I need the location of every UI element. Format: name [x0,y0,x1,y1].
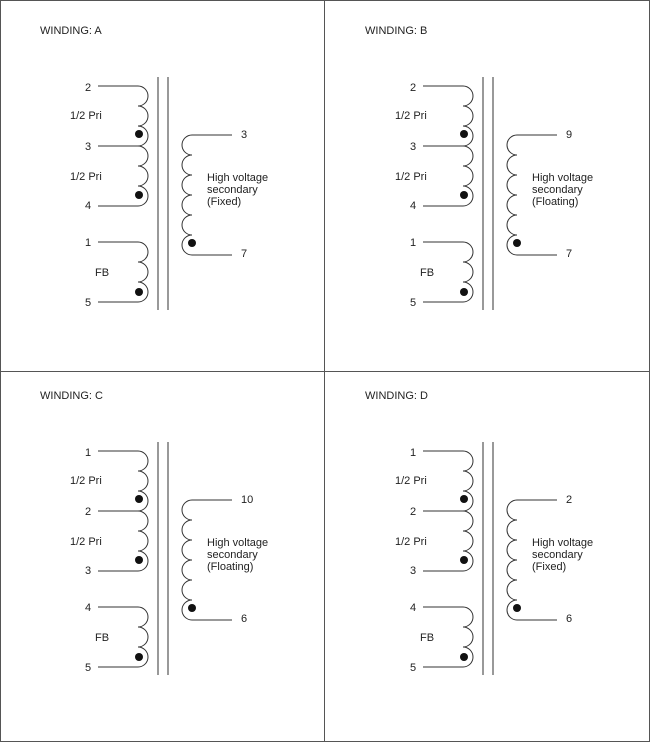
secondary-label: High voltage [207,537,269,549]
pin-label: 5 [409,297,417,309]
pin-label: 5 [409,662,417,674]
secondary-label: secondary [532,184,583,196]
pin-label: 6 [241,613,248,625]
pin-label: 2 [84,506,92,518]
secondary-label: secondary [532,549,583,561]
pin-label: 5 [84,662,92,674]
half-primary-label: 1/2 Pri [395,171,427,183]
panel-title: WINDING: D [365,390,428,402]
pin-label: 3 [409,565,417,577]
polarity-dot [460,556,468,564]
secondary-label: (Floating) [532,196,579,208]
pin-label: 3 [84,565,92,577]
half-primary-label: 1/2 Pri [70,536,102,548]
secondary-label: (Fixed) [207,196,242,208]
pin-label: 6 [566,613,573,625]
pin-label: 7 [566,248,573,260]
pin-label: 2 [84,82,92,94]
polarity-dot [460,130,468,138]
fb-label: FB [95,632,110,644]
half-primary-label: 1/2 Pri [395,110,427,122]
polarity-dot [188,239,196,247]
pin-label: 9 [566,129,573,141]
polarity-dot [460,653,468,661]
secondary-label: secondary [207,549,258,561]
secondary-label: High voltage [532,537,594,549]
polarity-dot [460,191,468,199]
fb-label: FB [420,267,435,279]
polarity-dot [513,604,521,612]
polarity-dot [135,653,143,661]
panel-title: WINDING: A [40,25,102,37]
polarity-dot [513,239,521,247]
half-primary-label: 1/2 Pri [395,536,427,548]
pin-label: 2 [409,82,417,94]
polarity-dot [135,495,143,503]
polarity-dot [135,556,143,564]
pin-label: 4 [84,200,92,212]
fb-label: FB [420,632,435,644]
pin-label: 4 [409,200,417,212]
pin-label: 7 [241,248,248,260]
pin-label: 1 [409,237,417,249]
polarity-dot [135,130,143,138]
secondary-label: (Floating) [207,561,254,573]
pin-label: 3 [409,141,417,153]
fb-label: FB [95,267,110,279]
polarity-dot [188,604,196,612]
polarity-dot [460,495,468,503]
pin-label: 4 [409,602,417,614]
half-primary-label: 1/2 Pri [70,475,102,487]
panel-title: WINDING: B [365,25,428,37]
pin-label: 4 [84,602,92,614]
pin-label: 2 [409,506,417,518]
panel-frame-c [1,372,325,742]
pin-label: 1 [84,447,92,459]
polarity-dot [460,288,468,296]
pin-label: 1 [84,237,92,249]
polarity-dot [135,288,143,296]
pin-label: 10 [241,494,254,506]
pin-label: 1 [409,447,417,459]
half-primary-label: 1/2 Pri [395,475,427,487]
half-primary-label: 1/2 Pri [70,171,102,183]
half-primary-label: 1/2 Pri [70,110,102,122]
secondary-label: (Fixed) [532,561,567,573]
pin-label: 3 [241,129,248,141]
polarity-dot [135,191,143,199]
panel-frame-b [325,1,650,372]
panel-frame-a [1,1,325,372]
secondary-label: High voltage [207,172,269,184]
pin-label: 5 [84,297,92,309]
secondary-label: secondary [207,184,258,196]
panel-frame-d [325,372,650,742]
panel-title: WINDING: C [40,390,103,402]
pin-label: 2 [566,494,573,506]
pin-label: 3 [84,141,92,153]
secondary-label: High voltage [532,172,594,184]
